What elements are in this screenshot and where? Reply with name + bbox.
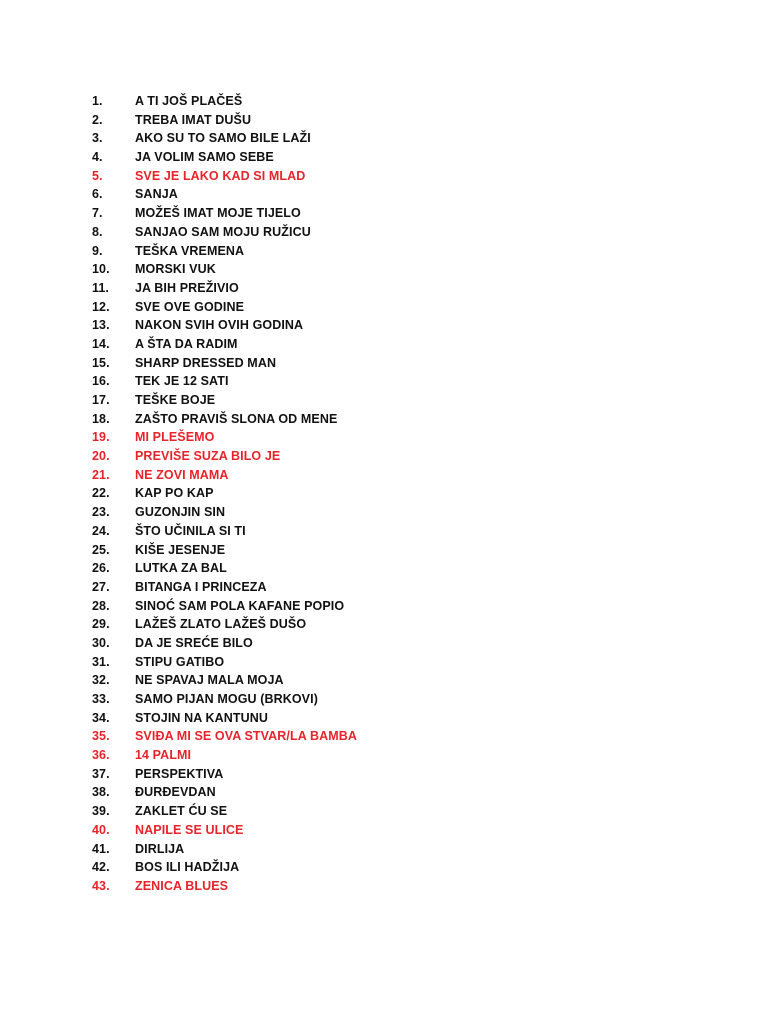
song-title: JA BIH PREŽIVIO xyxy=(135,280,239,295)
song-number: 41. xyxy=(92,841,110,856)
song-title: ŠTO UČINILA SI TI xyxy=(135,523,246,538)
list-item xyxy=(92,840,357,859)
list-item xyxy=(92,391,357,410)
song-number: 29. xyxy=(92,617,110,632)
song-title: LAŽEŠ ZLATO LAŽEŠ DUŠO xyxy=(135,617,307,632)
song-title: BOS ILI HADŽIJA xyxy=(135,860,240,875)
song-number: 3. xyxy=(92,131,103,146)
song-number: 40. xyxy=(92,822,110,837)
song-number: 1. xyxy=(92,94,103,108)
song-number: 15. xyxy=(92,355,110,370)
song-title: NAPILE SE ULICE xyxy=(135,822,244,837)
song-title: 14 PALMI xyxy=(135,748,192,763)
list-item xyxy=(92,148,357,167)
list-item xyxy=(92,354,357,373)
song-title: STIPU GATIBO xyxy=(135,654,225,669)
song-title: SHARP DRESSED MAN xyxy=(135,355,277,370)
song-title: KAP PO KAP xyxy=(135,486,214,501)
song-number: 2. xyxy=(92,112,103,127)
song-number: 13. xyxy=(92,318,110,333)
song-list xyxy=(92,92,357,896)
song-number: 19. xyxy=(92,430,110,445)
song-number: 42. xyxy=(92,860,110,875)
song-number: 33. xyxy=(92,692,110,706)
song-title: ZAKLET ĆU SE xyxy=(135,804,228,819)
list-item xyxy=(92,503,357,522)
list-item xyxy=(92,877,357,896)
song-title: KIŠE JESENJE xyxy=(135,542,226,557)
list-item xyxy=(92,522,357,541)
list-item xyxy=(92,765,357,784)
list-item xyxy=(92,578,357,597)
song-title: TREBA IMAT DUŠU xyxy=(135,112,252,127)
song-title: MORSKI VUK xyxy=(135,262,216,277)
song-number: 43. xyxy=(92,878,110,893)
song-title: DIRLIJA xyxy=(135,841,185,856)
song-number: 23. xyxy=(92,505,110,520)
song-number: 17. xyxy=(92,393,110,407)
song-title: SANJAO SAM MOJU RUŽICU xyxy=(135,224,311,239)
list-item xyxy=(92,242,357,261)
song-title: SVE OVE GODINE xyxy=(135,299,245,314)
song-number: 9. xyxy=(92,243,103,258)
list-item xyxy=(92,802,357,821)
song-title: A TI JOŠ PLAČEŠ xyxy=(135,94,243,108)
song-number: 5. xyxy=(92,168,103,183)
list-item xyxy=(92,410,357,429)
song-title: PREVIŠE SUZA BILO JE xyxy=(135,449,281,464)
song-number: 8. xyxy=(92,224,103,239)
song-title: TEŠKE BOJE xyxy=(135,393,216,407)
list-item xyxy=(92,484,357,503)
song-number: 36. xyxy=(92,748,110,763)
list-item xyxy=(92,746,357,765)
song-title: MI PLEŠEMO xyxy=(135,430,215,445)
song-number: 31. xyxy=(92,654,110,669)
song-number: 14. xyxy=(92,336,110,351)
song-number: 25. xyxy=(92,542,110,557)
song-title: BITANGA I PRINCEZA xyxy=(135,579,267,594)
list-item xyxy=(92,316,357,335)
list-item xyxy=(92,129,357,148)
list-item xyxy=(92,204,357,223)
list-item xyxy=(92,466,357,485)
song-number: 7. xyxy=(92,206,103,221)
song-title: SINOĆ SAM POLA KAFANE POPIO xyxy=(135,598,345,613)
list-item xyxy=(92,335,357,354)
song-number: 11. xyxy=(92,280,109,295)
song-number: 37. xyxy=(92,766,110,781)
list-item xyxy=(92,541,357,560)
list-item xyxy=(92,185,357,204)
song-title: ZENICA BLUES xyxy=(135,878,229,893)
song-title: ĐURĐEVDAN xyxy=(135,785,216,800)
song-number: 6. xyxy=(92,187,103,202)
song-title: A ŠTA DA RADIM xyxy=(135,336,238,351)
song-number: 18. xyxy=(92,411,110,426)
song-title: ZAŠTO PRAVIŠ SLONA OD MENE xyxy=(135,411,338,426)
song-number: 22. xyxy=(92,486,110,501)
song-title: PERSPEKTIVA xyxy=(135,766,224,781)
song-title: NAKON SVIH OVIH GODINA xyxy=(135,318,304,333)
song-title: STOJIN NA KANTUNU xyxy=(135,710,268,725)
song-title: NE SPAVAJ MALA MOJA xyxy=(135,673,284,688)
song-number: 16. xyxy=(92,374,110,389)
list-item xyxy=(92,298,357,317)
song-title: MOŽEŠ IMAT MOJE TIJELO xyxy=(135,206,301,221)
list-item xyxy=(92,559,357,578)
list-item xyxy=(92,279,357,298)
list-item xyxy=(92,372,357,391)
song-number: 35. xyxy=(92,729,110,744)
song-number: 26. xyxy=(92,561,110,576)
song-number: 34. xyxy=(92,710,110,725)
list-item xyxy=(92,634,357,653)
song-number: 28. xyxy=(92,598,110,613)
song-title: DA JE SREĆE BILO xyxy=(135,635,253,650)
song-number: 20. xyxy=(92,449,110,464)
song-title: LUTKA ZA BAL xyxy=(135,561,227,576)
song-title: SVE JE LAKO KAD SI MLAD xyxy=(135,168,306,183)
list-item xyxy=(92,447,357,466)
list-item xyxy=(92,615,357,634)
list-item xyxy=(92,428,357,447)
list-item xyxy=(92,690,357,709)
list-item xyxy=(92,167,357,186)
list-item xyxy=(92,709,357,728)
list-item xyxy=(92,727,357,746)
list-item xyxy=(92,671,357,690)
list-item xyxy=(92,597,357,616)
song-title: TEŠKA VREMENA xyxy=(135,243,245,258)
song-number: 21. xyxy=(92,467,110,482)
song-number: 4. xyxy=(92,150,103,165)
song-title: JA VOLIM SAMO SEBE xyxy=(135,150,274,165)
list-item xyxy=(92,653,357,672)
list-item xyxy=(92,260,357,279)
song-number: 32. xyxy=(92,673,110,688)
song-title: TEK JE 12 SATI xyxy=(135,374,229,389)
list-item xyxy=(92,858,357,877)
song-number: 10. xyxy=(92,262,110,277)
list-item xyxy=(92,821,357,840)
list-item xyxy=(92,223,357,242)
list-item xyxy=(92,783,357,802)
song-number: 39. xyxy=(92,804,110,819)
song-title: NE ZOVI MAMA xyxy=(135,467,229,482)
song-title: SVIĐA MI SE OVA STVAR/LA BAMBA xyxy=(135,729,357,744)
song-title: SANJA xyxy=(135,187,178,202)
song-number: 24. xyxy=(92,523,110,538)
song-title: SAMO PIJAN MOGU (BRKOVI) xyxy=(135,692,318,706)
list-item xyxy=(92,111,357,130)
song-number: 38. xyxy=(92,785,110,800)
list-item xyxy=(92,92,357,111)
song-number: 30. xyxy=(92,635,110,650)
song-title: AKO SU TO SAMO BILE LAŽI xyxy=(135,131,311,146)
song-title: GUZONJIN SIN xyxy=(135,505,226,520)
song-number: 12. xyxy=(92,299,110,314)
song-number: 27. xyxy=(92,579,110,594)
